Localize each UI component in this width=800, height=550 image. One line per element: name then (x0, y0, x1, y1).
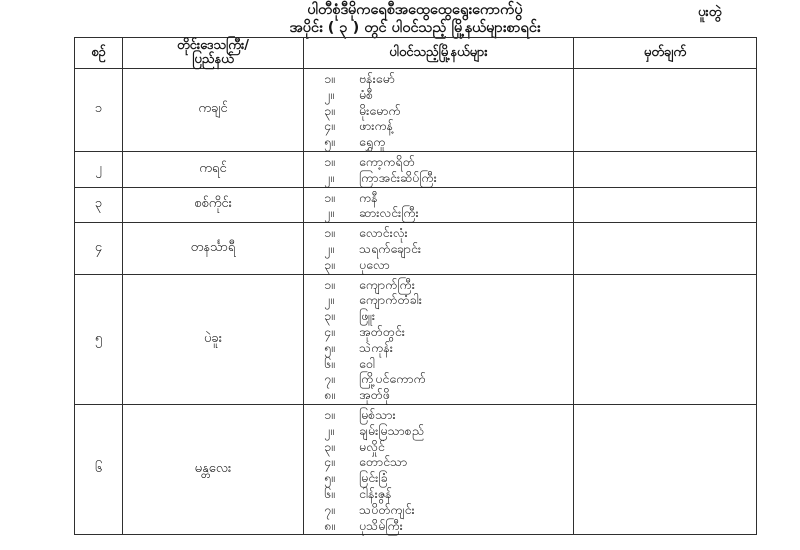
township-number: ၁။ (324, 71, 335, 86)
township-line (304, 407, 573, 423)
township-number: ၂။ (324, 422, 334, 438)
township-line (304, 324, 573, 340)
township-line (304, 190, 573, 206)
title-line-1: ပါတီစုံဒီမိုကရေစီအထွေထွေရွေးကောက်ပွဲ (307, 2, 523, 18)
township-number: ၅။ (324, 134, 335, 150)
township-number: ၂။ (324, 86, 334, 102)
township-number: ၂။ (324, 292, 334, 308)
serial-cell: ၆ (75, 404, 123, 534)
townships-cell (304, 404, 574, 534)
township-name: ကျောက်တံခါး (359, 292, 422, 308)
township-number: ၇။ (324, 371, 335, 387)
township-line (304, 71, 573, 87)
township-number: ၄။ (324, 454, 335, 470)
region-cell: မန္တလေး (123, 404, 304, 534)
header-region-line-1: တိုင်းဒေသကြီး/ (176, 37, 250, 53)
township-line (304, 439, 573, 455)
township-line (304, 423, 573, 439)
township-name: တောင်သာ (359, 454, 408, 470)
township-name: ကြာအင်းဆိပ်ကြီး (359, 169, 437, 185)
township-number: ၁။ (324, 406, 335, 422)
remark-cell (574, 69, 757, 152)
township-name: ကနီ (359, 189, 378, 205)
township-line (304, 387, 573, 403)
township-number: ၁။ (324, 189, 335, 205)
township-number: ၂။ (324, 240, 334, 256)
township-number: ၁။ (324, 153, 335, 169)
township-number: ၁။ (324, 276, 335, 292)
township-line (304, 356, 573, 372)
township-line (304, 118, 573, 134)
township-number: ၄။ (324, 323, 335, 339)
township-number: ၅။ (324, 470, 335, 486)
township-name: ဖားကန့် (359, 118, 394, 134)
township-line (304, 170, 573, 186)
township-name: ဖြူး (359, 308, 376, 324)
townships-table (74, 37, 757, 535)
township-name: ရွှေကူ (359, 134, 386, 150)
township-number: ၅။ (324, 339, 335, 355)
township-name: ကြို့ပင်ကောက် (359, 371, 426, 387)
township-line (304, 454, 573, 470)
township-line (304, 371, 573, 387)
serial-cell: ၅ (75, 274, 123, 404)
serial-cell: ၄ (75, 223, 123, 274)
township-number: ၇။ (324, 501, 335, 517)
township-line (304, 134, 573, 150)
township-number: ၁။ (324, 225, 335, 241)
township-name: မံစီ (359, 86, 374, 102)
township-line (304, 257, 573, 273)
township-name: သရက်ချောင်း (359, 240, 422, 256)
township-name: ဗန်းမော် (359, 71, 395, 86)
township-line (304, 87, 573, 103)
township-number: ၆။ (324, 485, 335, 501)
townships-cell (304, 69, 574, 152)
header-row (75, 38, 757, 69)
table-row (75, 404, 757, 534)
township-name: ပုလော (359, 256, 390, 272)
township-number: ၃။ (324, 438, 335, 454)
region-cell: ကချင် (123, 69, 304, 152)
township-name: ချမ်းမြသာစည် (359, 422, 424, 438)
township-number: ၂။ (324, 169, 334, 185)
remark-cell (574, 187, 757, 223)
township-number: ၃။ (324, 256, 335, 272)
township-number: ၆။ (324, 355, 335, 371)
township-number: ၈။ (324, 387, 335, 403)
region-cell: တနင်္သာရီ (123, 223, 304, 274)
township-number: ၂။ (324, 205, 334, 221)
header-region-line-2: ပြည်နယ် (192, 52, 234, 67)
township-name: ကျောက်ကြီး (359, 276, 415, 292)
township-number: ၃။ (324, 308, 335, 324)
corner-note: ပူးတွဲ (698, 5, 722, 20)
townships-cell (304, 151, 574, 187)
remark-cell (574, 151, 757, 187)
remark-cell (574, 274, 757, 404)
township-name: ပုသိမ်ကြီး (359, 517, 403, 533)
township-line (304, 225, 573, 241)
header-region (123, 38, 304, 69)
township-line (304, 154, 573, 170)
township-line (304, 502, 573, 518)
township-name: အုတ်တွင်း (359, 323, 405, 339)
township-name: မလှိုင် (359, 438, 385, 454)
serial-cell: ၁ (75, 69, 123, 152)
township-name: ငါန်းဇွန် (359, 485, 392, 501)
township-line (304, 308, 573, 324)
townships-cell (304, 187, 574, 223)
townships-cell (304, 223, 574, 274)
table-row (75, 223, 757, 274)
township-name: မိုးမောက် (359, 102, 401, 118)
township-line (304, 241, 573, 257)
township-name: အုတ်ဖို (359, 387, 390, 403)
title-line-2: အပိုင်း ( ၃ ) တွင် ပါဝင်သည့် မြို့နယ်များစာရင်း (289, 19, 541, 36)
township-line (304, 277, 573, 293)
township-number: ၈။ (324, 517, 335, 533)
remark-cell (574, 404, 757, 534)
region-cell: ကရင် (123, 151, 304, 187)
header-remark: မှတ်ချက် (574, 38, 757, 69)
township-number: ၄။ (324, 118, 335, 134)
township-line (304, 292, 573, 308)
serial-cell: ၂ (75, 151, 123, 187)
region-cell: စစ်ကိုင်း (123, 187, 304, 223)
header-serial: စဉ် (75, 38, 123, 69)
township-name: မြစ်သား (359, 406, 396, 422)
header-townships: ပါဝင်သည့်မြို့နယ်များ (304, 38, 574, 69)
township-name: သဲကုန်း (359, 339, 393, 355)
township-number: ၃။ (324, 102, 335, 118)
township-name: မြင်းခြံ (359, 470, 388, 486)
township-name: ကော့ကရိတ် (359, 153, 415, 169)
township-line (304, 340, 573, 356)
township-line (304, 205, 573, 221)
township-name: လောင်းလုံး (359, 225, 408, 241)
table-row (75, 187, 757, 223)
township-name: ဝေါ (359, 355, 375, 371)
township-line (304, 470, 573, 486)
township-line (304, 486, 573, 502)
township-line (304, 518, 573, 534)
table-row (75, 274, 757, 404)
township-line (304, 103, 573, 119)
townships-cell (304, 274, 574, 404)
table-row (75, 69, 757, 152)
serial-cell: ၃ (75, 187, 123, 223)
remark-cell (574, 223, 757, 274)
table-row (75, 151, 757, 187)
township-name: သပိတ်ကျင်း (359, 501, 415, 517)
document-title (74, 2, 756, 37)
township-name: ဆားလင်းကြီး (359, 205, 419, 221)
region-cell: ပဲခူး (123, 274, 304, 404)
